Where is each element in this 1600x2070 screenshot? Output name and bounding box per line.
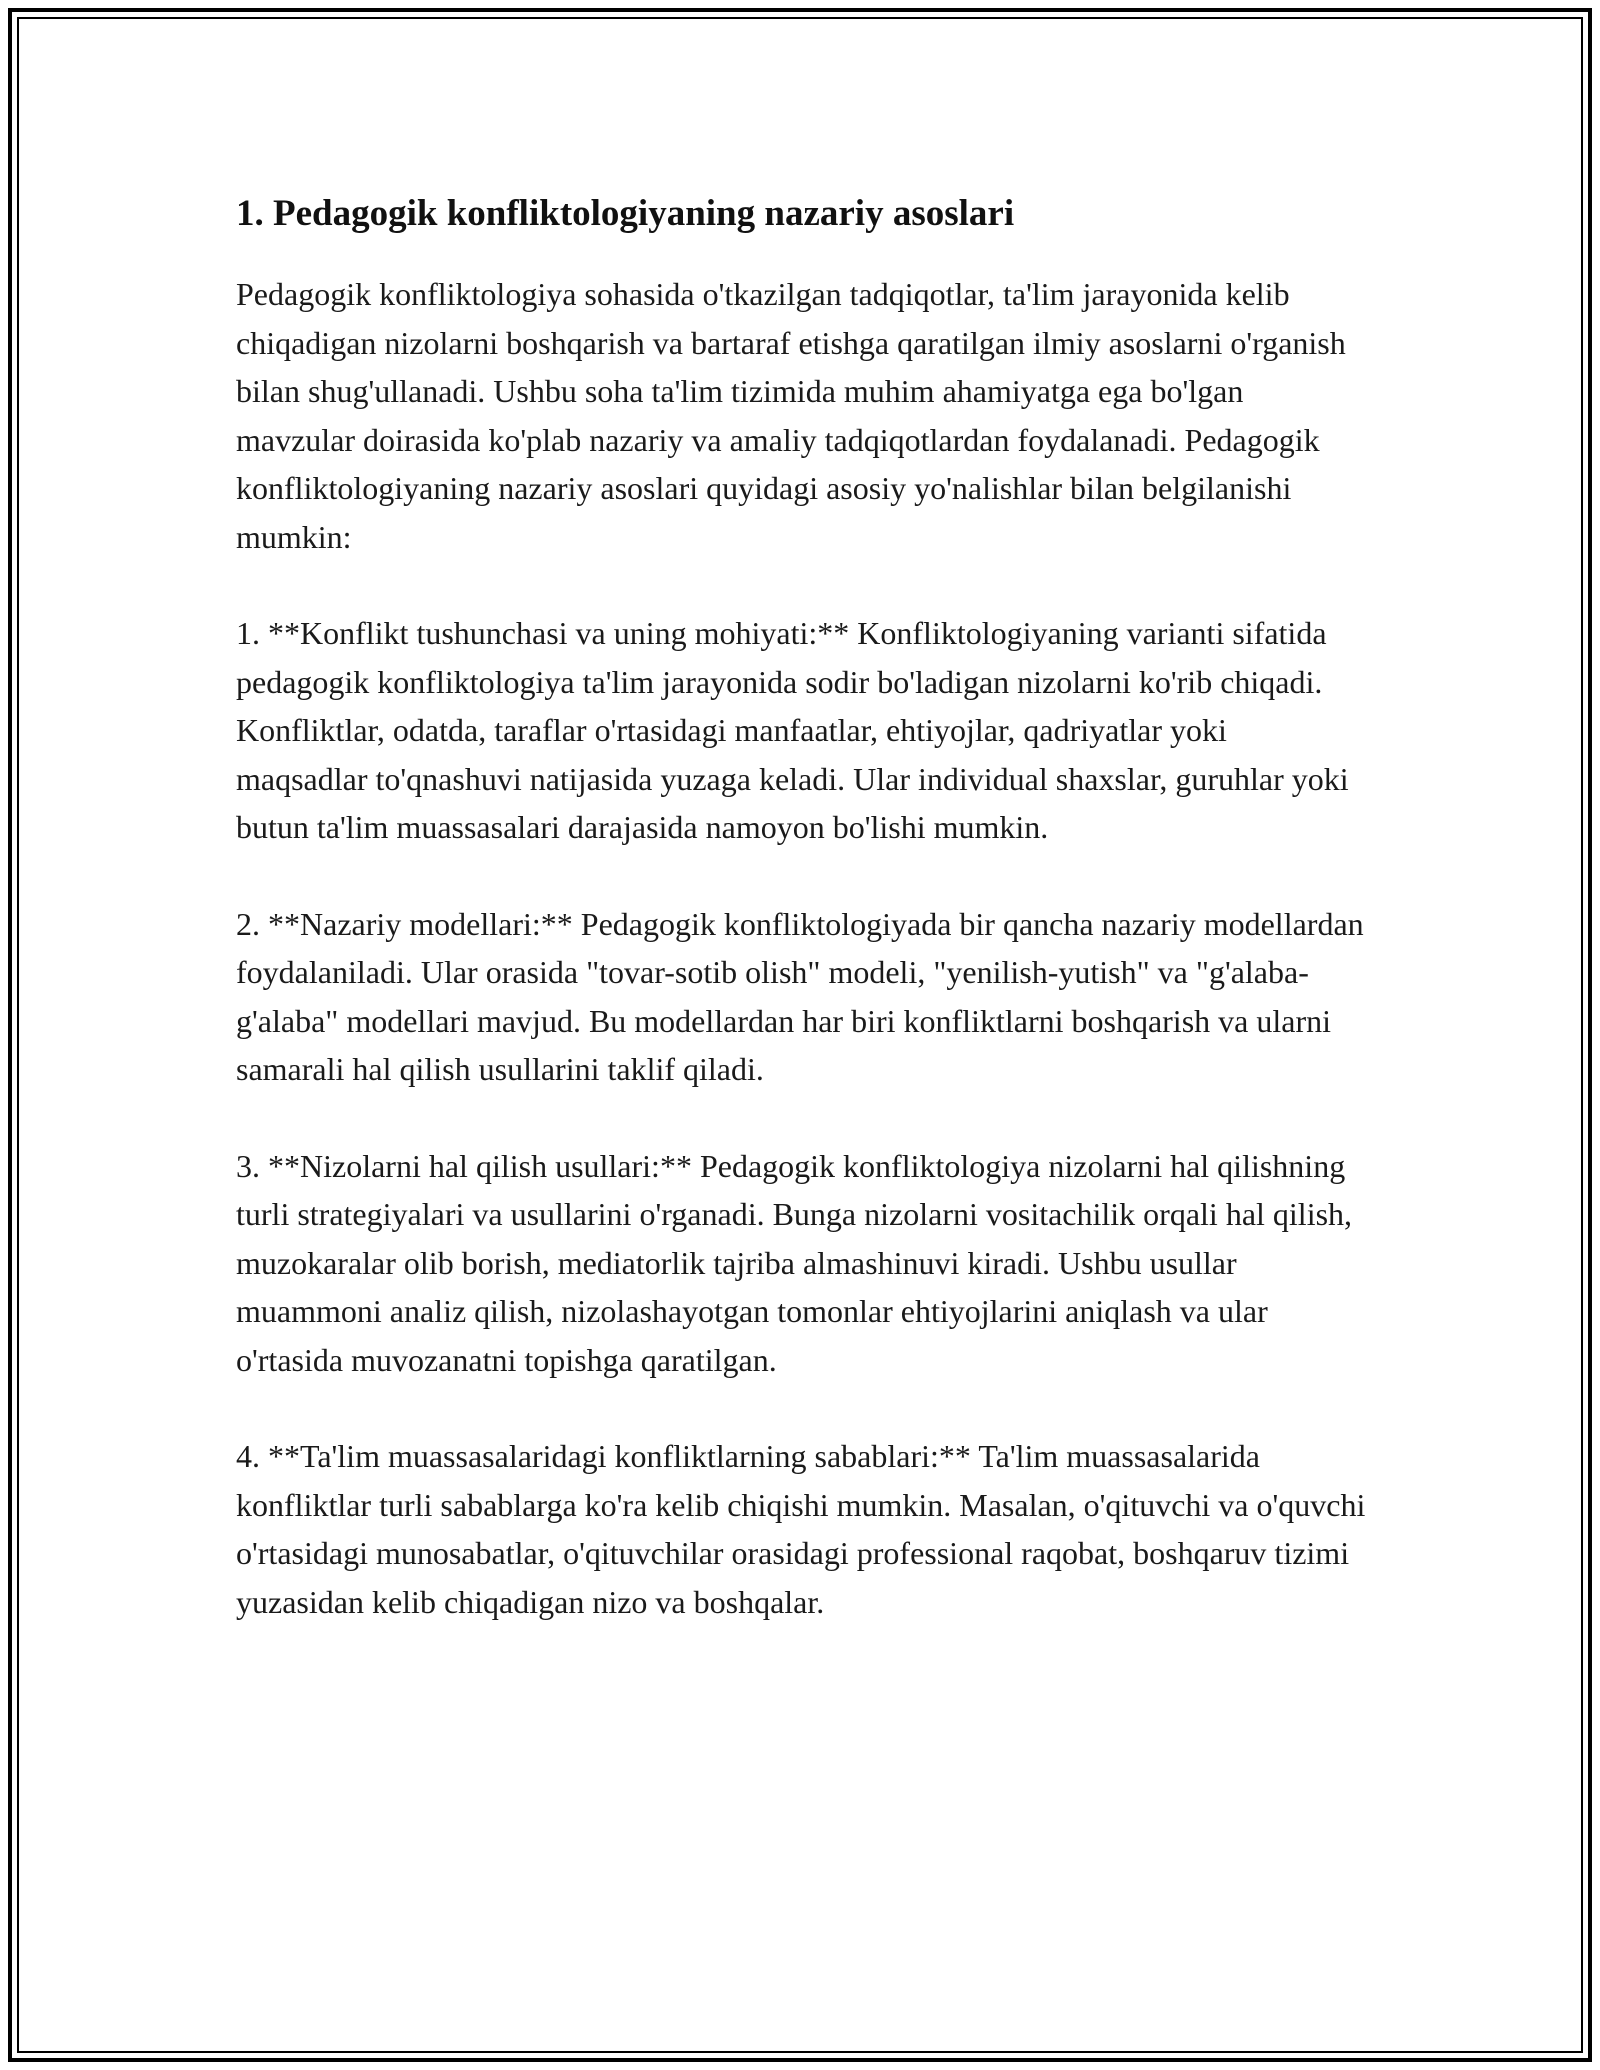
paragraph-konflikt-tushunchasi: 1. **Konflikt tushunchasi va uning mohiyati:** Konfliktologiyaning varianti sifatida pedagogik konfliktologiya ta'lim jarayonida sodir bo'ladigan nizolarni ko'rib chiqadi. Konfliktlar, odatda, taraflar o'rtasidagi manfaatlar, ehtiyojlar, qadriyatlar yoki maqsadlar to'qnashuvi natijasida yuzaga keladi. Ular individual shaxslar, guruhlar yoki butun ta'lim muassasalari darajasida namoyon bo'lishi mumkin. xyxy=(236,615,1349,845)
paragraph-konflikt-sabablari: 4. **Ta'lim muassasalaridagi konfliktlarning sabablari:** Ta'lim muassasalarida konfliktlar turli sabablarga ko'ra kelib chiqishi mumkin. Masalan, o'qituvchi va o'quvchi o'rtasidagi munosabatlar, o'qituvchilar orasidagi professional raqobat, boshqaruv tizimi yuzasidan kelib chiqadigan nizo va boshqalar. xyxy=(236,1438,1366,1620)
document-title: 1. Pedagogik konfliktologiyaning nazariy asoslari xyxy=(236,193,1015,234)
intro-paragraph: Pedagogik konfliktologiya sohasida o'tkazilgan tadqiqotlar, ta'lim jarayonida kelib chiqadigan nizolarni boshqarish va bartaraf etishga qaratilgan ilmiy asoslarni o'rganish bilan shug'ullanadi. Ushbu soha ta'lim tizimida muhim ahamiyatga ega bo'lgan mavzular doirasida ko'plab nazariy va amaliy tadqiqotlardan foydalanadi. Pedagogik konfliktologiyaning nazariy asoslari quyidagi asosiy yo'nalishlar bilan belgilanishi mumkin: xyxy=(236,276,1346,555)
paragraph-nizolarni-hal-qilish: 3. **Nizolarni hal qilish usullari:** Pedagogik konfliktologiya nizolarni hal qilishning turli strategiyalari va usullarini o'rganadi. Bunga nizolarni vositachilik orqali hal qilish, muzokaralar olib borish, mediatorlik tajriba almashinuvi kiradi. Ushbu usullar muammoni analiz qilish, nizolashayotgan tomonlar ehtiyojlarini aniqlash va ular o'rtasida muvozanatni topishga qaratilgan. xyxy=(236,1147,1353,1378)
document-body xyxy=(236,186,1366,1674)
paragraph-nazariy-modellari: 2. **Nazariy modellari:** Pedagogik konfliktologiyada bir qancha nazariy modellardan foydalaniladi. Ular orasida "tovar-sotib olish" modeli, "yenilish-yutish" va "g'alaba-g'alaba" modellari mavjud. Bu modellardan har biri konfliktlarni boshqarish va ularni samarali hal qilish usullarini taklif qiladi. xyxy=(236,905,1364,1087)
